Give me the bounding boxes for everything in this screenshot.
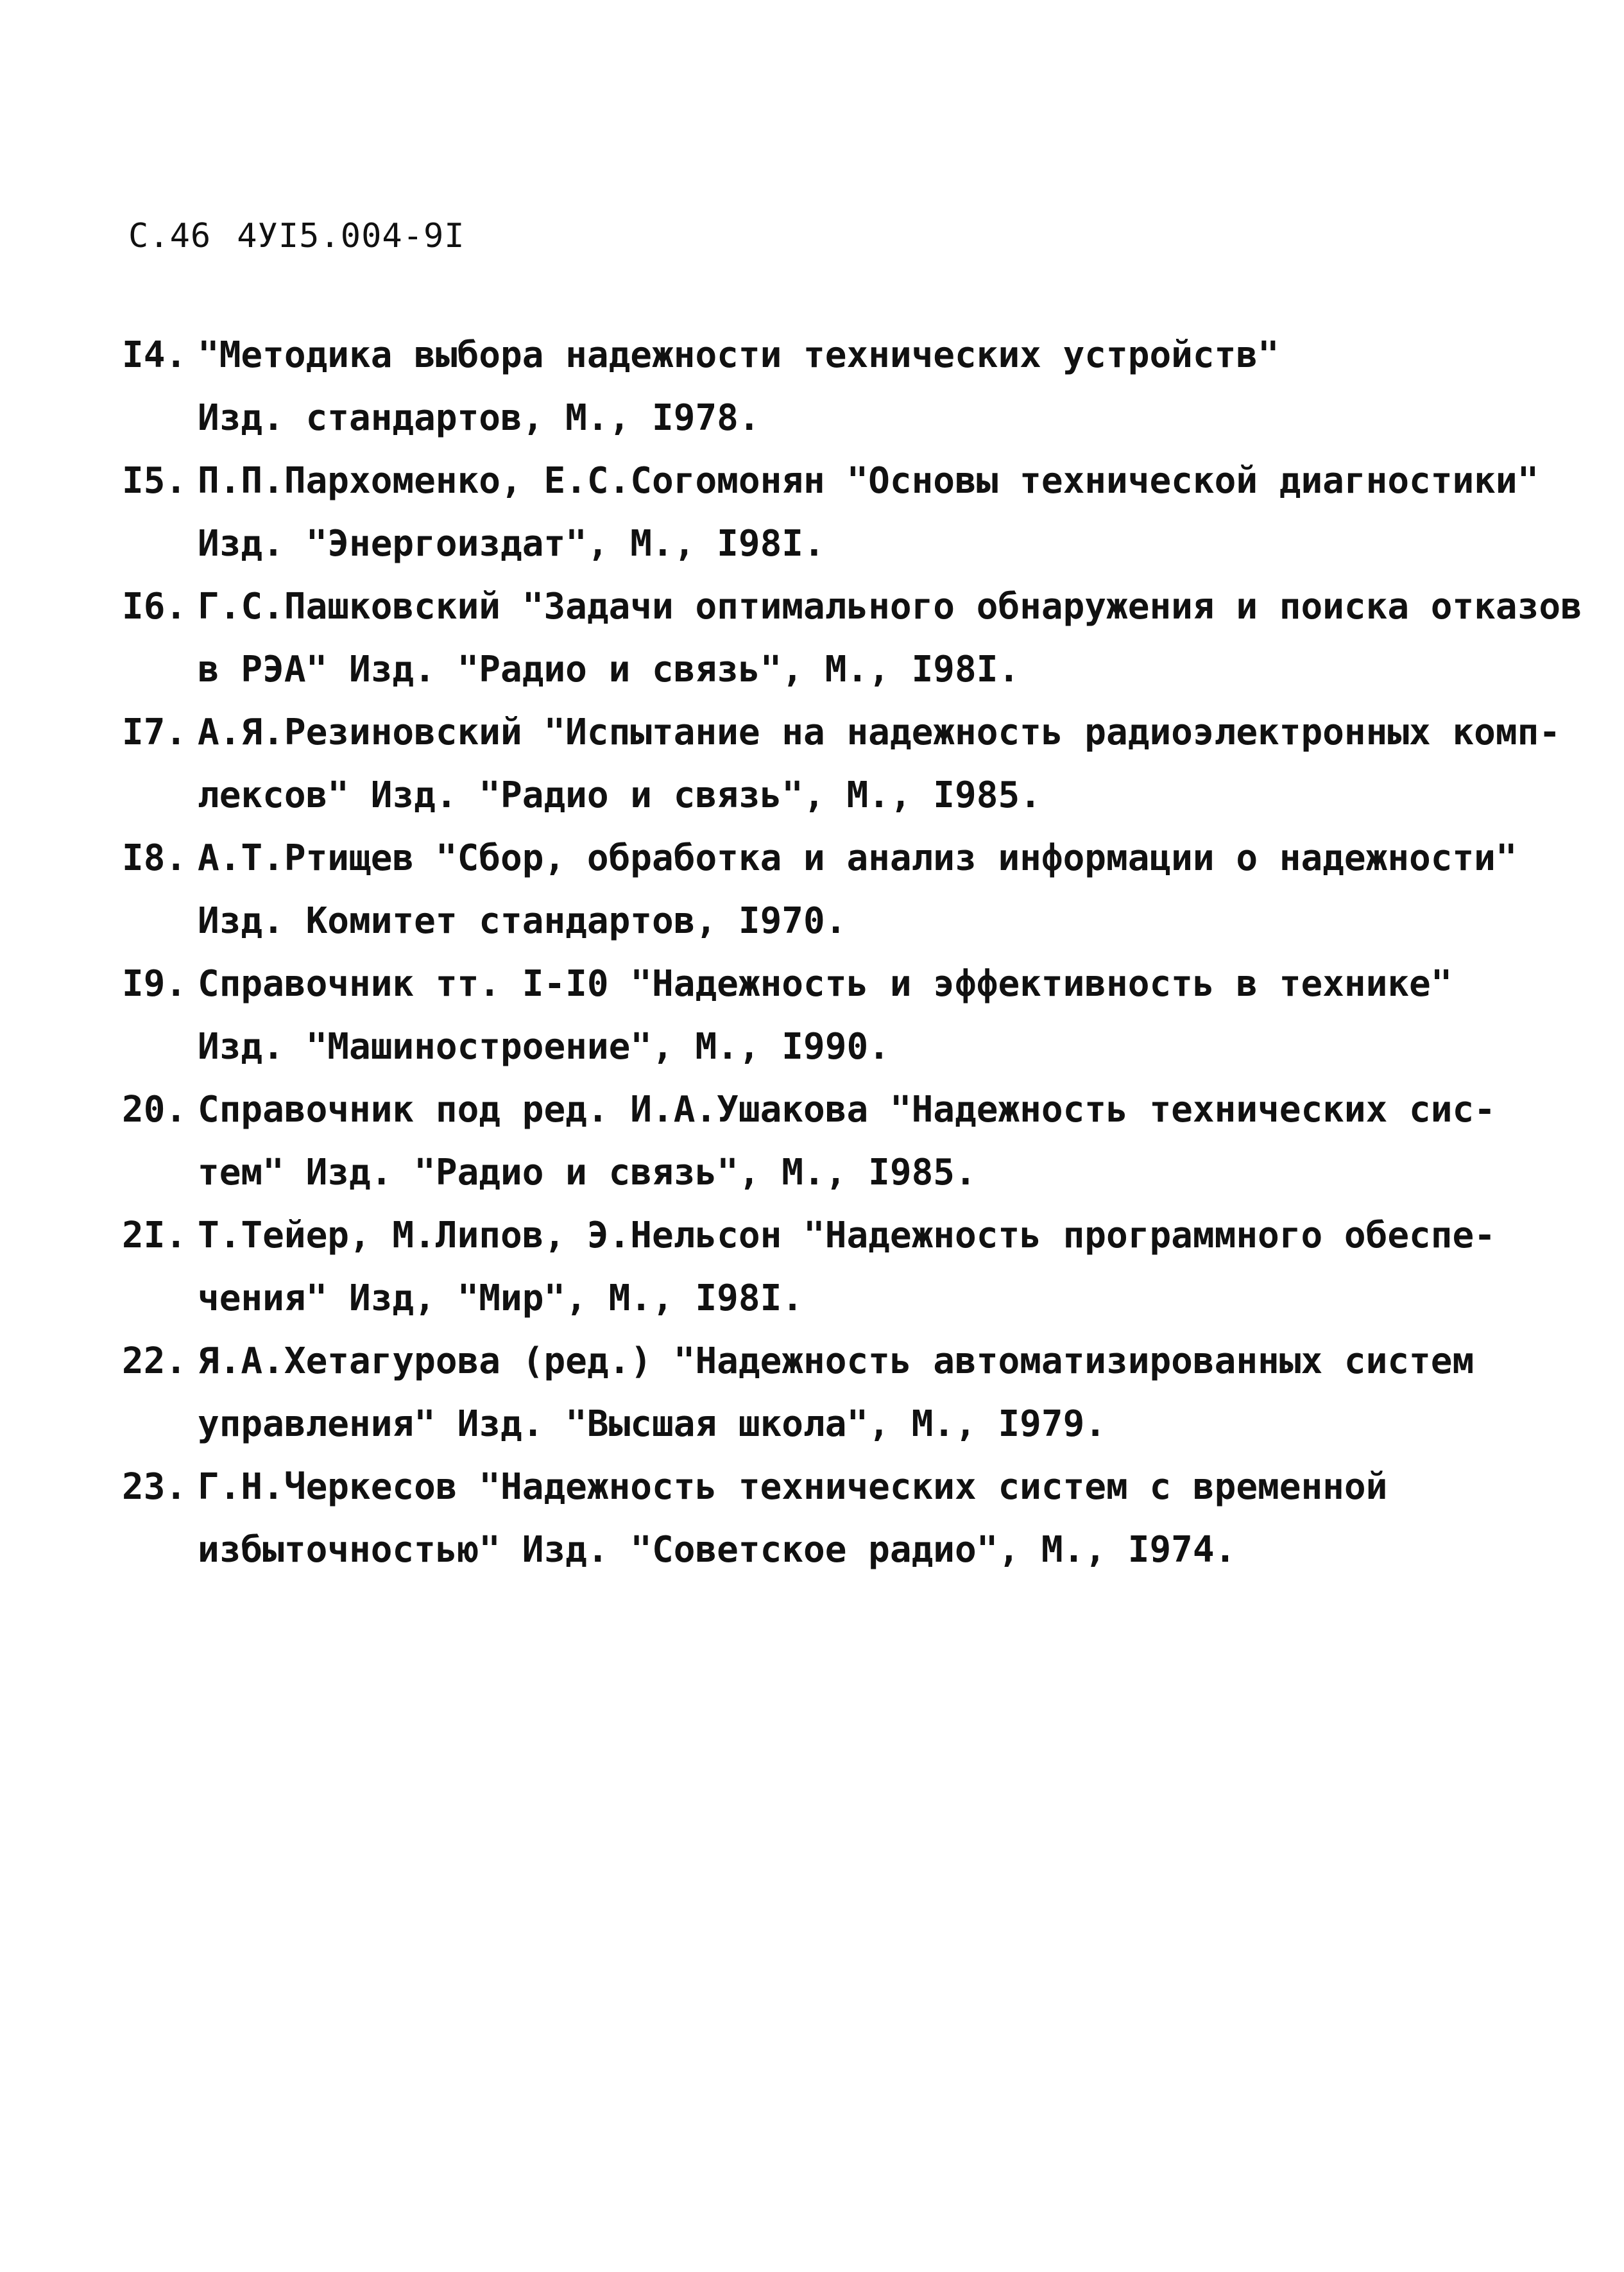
reference-item: [122, 1330, 1521, 1456]
reference-item: [122, 576, 1582, 701]
reference-line: лексов" Изд. "Радио и связь", М., I985.: [198, 774, 1041, 816]
page-number: С.46: [128, 217, 212, 255]
reference-line: Г.Н.Черкесов "Надежность технических систем с временной: [198, 1466, 1388, 1508]
reference-line: тем" Изд. "Радио и связь", М., I985.: [198, 1152, 977, 1193]
reference-line: Справочник под ред. И.А.Ушакова "Надежность технических сис-: [198, 1089, 1496, 1131]
document-code: 4УI5.004-9I: [237, 217, 465, 255]
reference-line: Т.Тейер, М.Липов, Э.Нельсон "Надежность программного обеспе-: [198, 1215, 1496, 1256]
reference-number: 23.: [122, 1466, 187, 1508]
reference-item: [122, 701, 1561, 827]
reference-item: [122, 1456, 1521, 1582]
reference-item: [122, 1204, 1521, 1330]
reference-line: А.Я.Резиновский "Испытание на надежность радиоэлектронных комп-: [198, 712, 1561, 753]
reference-line: Я.А.Хетагурова (ред.) "Надежность автоматизированных систем: [198, 1340, 1474, 1382]
reference-number: I5.: [122, 460, 187, 502]
reference-line: управления" Изд. "Высшая школа", М., I979.: [198, 1403, 1107, 1445]
reference-number: I8.: [122, 837, 187, 879]
reference-line: "Методика выбора надежности технических устройств": [198, 334, 1279, 376]
reference-number: I4.: [122, 334, 187, 376]
reference-line: избыточностью" Изд. "Советское радио", М., I974.: [198, 1529, 1236, 1571]
reference-item: [122, 953, 1521, 1079]
reference-number: I6.: [122, 586, 187, 628]
reference-list: [122, 324, 1582, 1582]
reference-line: Изд. "Энергоиздат", М., I98I.: [198, 523, 825, 565]
reference-line: чения" Изд, "Мир", М., I98I.: [198, 1277, 804, 1319]
reference-number: 20.: [122, 1089, 187, 1131]
reference-number: I9.: [122, 963, 187, 1005]
reference-item: [122, 1079, 1521, 1204]
reference-item: [122, 450, 1539, 576]
reference-number: I7.: [122, 712, 187, 753]
reference-line: Изд. Комитет стандартов, I970.: [198, 900, 847, 942]
reference-item: [122, 324, 1521, 450]
reference-line: А.Т.Ртищев "Сбор, обработка и анализ информации о надежности": [198, 837, 1517, 879]
reference-line: в РЭА" Изд. "Радио и связь", М., I98I.: [198, 649, 1020, 690]
reference-line: Изд. стандартов, М., I978.: [198, 397, 760, 439]
reference-line: Г.С.Пашковский "Задачи оптимального обнаружения и поиска отказов: [198, 586, 1582, 628]
reference-number: 2I.: [122, 1215, 187, 1256]
reference-line: П.П.Пархоменко, Е.С.Согомонян "Основы технической диагностики": [198, 460, 1539, 502]
reference-line: Справочник тт. I-I0 "Надежность и эффективность в технике": [198, 963, 1453, 1005]
reference-line: Изд. "Машиностроение", М., I990.: [198, 1026, 890, 1068]
page-header: [128, 217, 465, 255]
reference-item: [122, 827, 1521, 953]
reference-number: 22.: [122, 1340, 187, 1382]
